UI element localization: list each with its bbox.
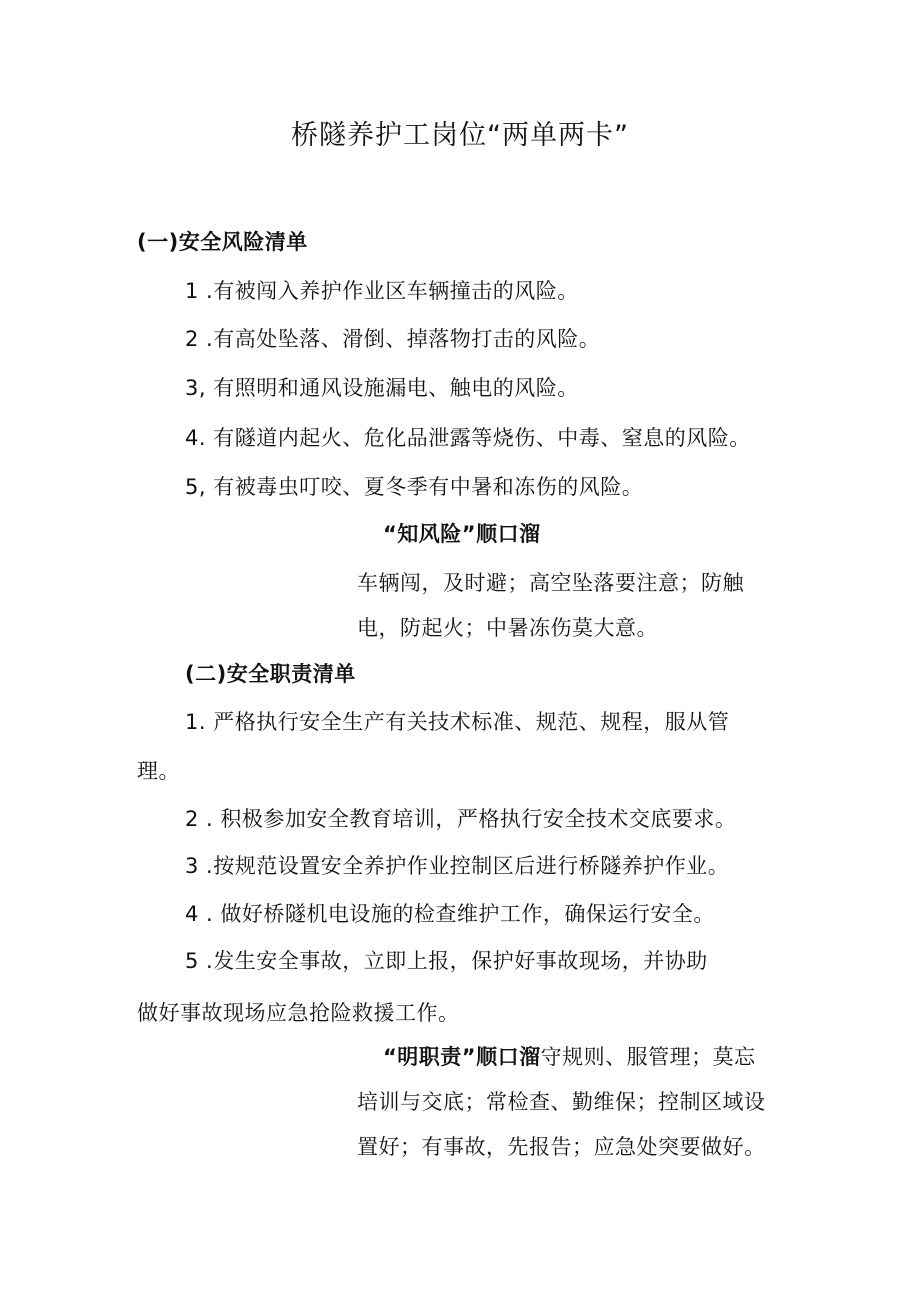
duty-item-continuation: 做好事故现场应急抢险救援工作。 [137,1001,460,1025]
rhyme-title-duty: “明职责”顺口溜 [383,1045,541,1069]
risk-item: 1 .有被闯入养护作业区车辆撞击的风险。 [185,279,579,303]
risk-item: 3, 有照明和通风设施漏电、触电的风险。 [185,376,579,400]
rhyme-title-risk: “知风险”顺口溜 [383,522,541,546]
rhyme-duty-line [383,1043,756,1071]
section-heading-duty-list: (二)安全职责清单 [185,662,356,686]
risk-item: 2 .有高处坠落、滑倒、掉落物打击的风险。 [185,327,601,351]
duty-item-continuation: 理。 [137,759,180,783]
rhyme-line: 培训与交底；常检查、勤维保；控制区域设 [357,1090,766,1114]
duty-item: 3 .按规范设置安全养护作业控制区后进行桥隧养护作业。 [185,854,730,878]
rhyme-line: 置好；有事故，先报告；应急处突要做好。 [357,1135,766,1159]
page-title: 桥隧养护工岗位“两单两卡” [291,120,629,151]
rhyme-line: 电，防起火；中暑冻伤莫大意。 [357,616,658,640]
duty-item: 5 .发生安全事故，立即上报，保护好事故现场，并协助 [185,949,708,973]
rhyme-line: 守规则、服管理；莫忘 [540,1045,756,1069]
risk-item: 4. 有隧道内起火、危化品泄露等烧伤、中毒、窒息的风险。 [185,426,751,450]
duty-item: 1. 严格执行安全生产有关技术标准、规范、规程，服从管 [185,710,730,734]
rhyme-line: 车辆闯，及时避；高空坠落要注意；防触 [357,571,744,595]
duty-item: 2 . 积极参加安全教育培训，严格执行安全技术交底要求。 [185,807,737,831]
risk-item: 5, 有被毒虫叮咬、夏冬季有中暑和冻伤的风险。 [185,475,644,499]
duty-item: 4 . 做好桥隧机电设施的检查维护工作，确保运行安全。 [185,902,715,926]
section-heading-risk-list: (一)安全风险清单 [137,230,308,254]
